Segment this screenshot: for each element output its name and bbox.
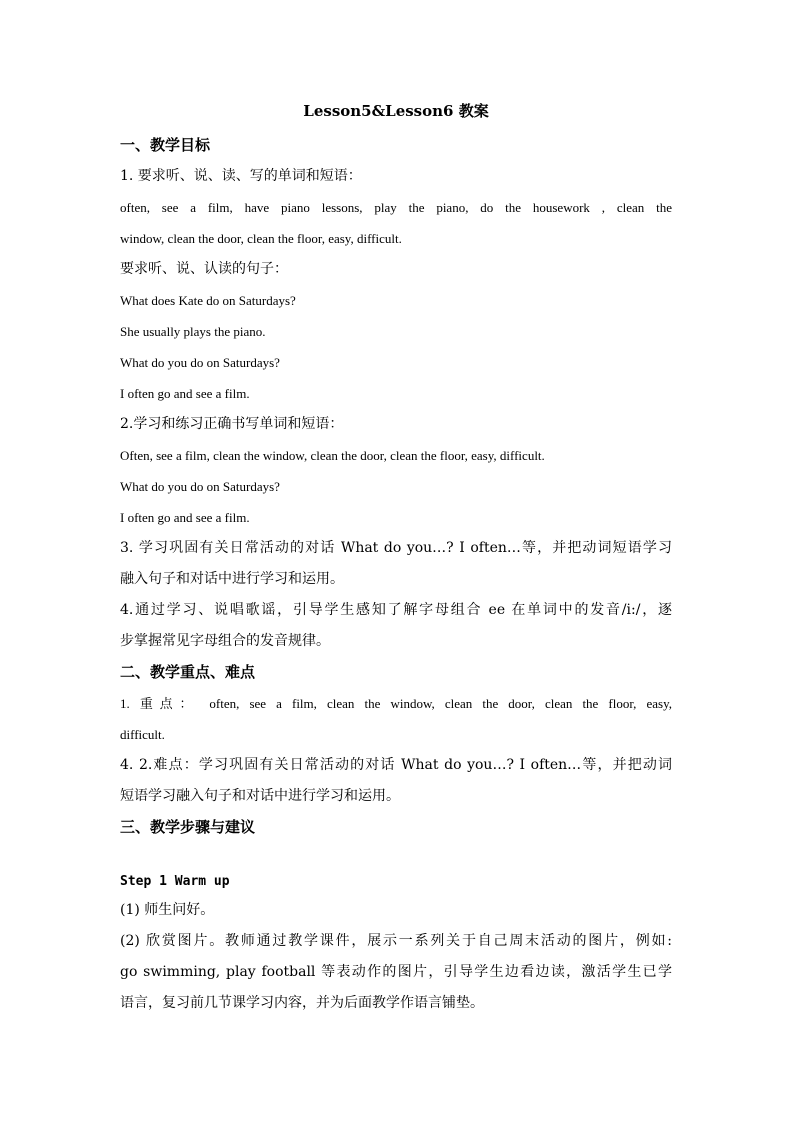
lesson-plan-document (120, 98, 672, 1019)
objective-3-line-1: 3. 学习巩固有关日常活动的对话 What do you…? I often…等，并把动词短语学习 (120, 540, 672, 556)
key-point-1-line-2: difficult. (120, 727, 165, 742)
step-1-title: Step 1 Warm up (120, 874, 230, 889)
sentence-2: She usually plays the piano. (120, 324, 266, 339)
objective-1-words-line-2: window, clean the door, clean the floor, easy, difficult. (120, 231, 402, 246)
steps-heading: 三、教学步骤与建议 (120, 818, 256, 836)
objective-4-line-1: 4.通过学习、说唱歌谣，引导学生感知了解字母组合 ee 在单词中的发音/i:/，逐 (120, 602, 672, 618)
step-1-item-1: (1) 师生问好。 (120, 902, 215, 918)
objectives-heading: 一、教学目标 (120, 136, 211, 154)
step-1-item-2-line-2: go swimming, play football 等表动作的图片，引导学生边看边读，激活学生已学 (120, 964, 672, 980)
objective-2-sentence-1: What do you do on Saturdays? (120, 479, 280, 494)
objective-4-line-2: 步掌握常见字母组合的发音规律。 (120, 633, 330, 649)
objective-3-line-2: 融入句子和对话中进行学习和运用。 (120, 571, 344, 587)
step-1-item-2-line-1: (2) 欣赏图片。教师通过教学课件，展示一系列关于自己周末活动的图片，例如: (120, 933, 672, 949)
objective-2-title: 2.学习和练习正确书写单词和短语： (120, 416, 344, 432)
key-points-heading: 二、教学重点、难点 (120, 663, 256, 681)
sentence-3: What do you do on Saturdays? (120, 355, 280, 370)
sentence-1: What does Kate do on Saturdays? (120, 293, 296, 308)
objective-1-words-line-1: often, see a film, have piano lessons, play the piano, do the housework , clean the (120, 200, 672, 215)
section-spacer (120, 843, 672, 869)
document-title: Lesson5&Lesson6 教案 (303, 102, 489, 120)
sentences-title: 要求听、说、认读的句子： (120, 261, 288, 277)
objective-2-words: Often, see a film, clean the window, clean the door, clean the floor, easy, difficult. (120, 448, 545, 463)
key-point-1-line-1: 1. 重点： often, see a film, clean the window, clean the door, clean the floor, easy, (120, 696, 672, 711)
objective-2-sentence-2: I often go and see a film. (120, 510, 250, 525)
key-point-2-line-1: 4. 2.难点：学习巩固有关日常活动的对话 What do you…? I often…等，并把动词 (120, 757, 672, 773)
step-1-item-2-line-3: 语言，复习前几节课学习内容，并为后面教学作语言铺垫。 (120, 995, 484, 1011)
key-point-2-line-2: 短语学习融入句子和对话中进行学习和运用。 (120, 788, 400, 804)
sentence-4: I often go and see a film. (120, 386, 250, 401)
objective-1-title: 1. 要求听、说、读、写的单词和短语： (120, 168, 362, 184)
